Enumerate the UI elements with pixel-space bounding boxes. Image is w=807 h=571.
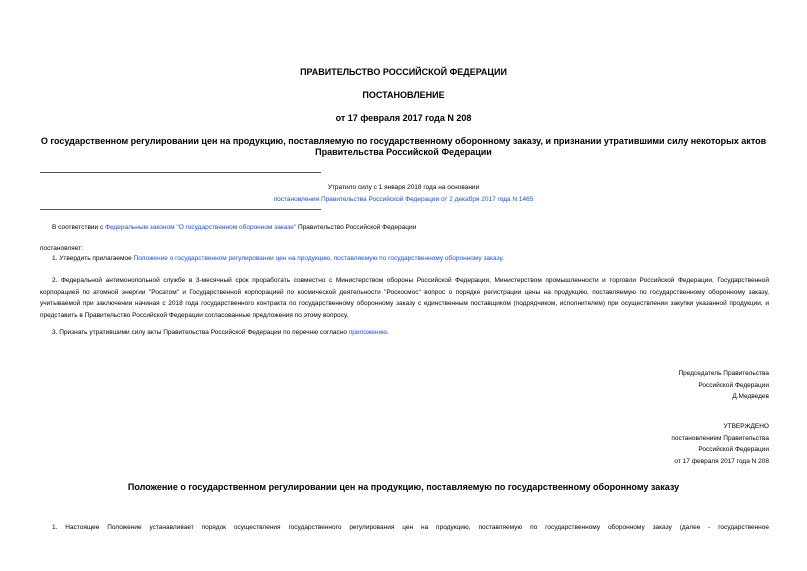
signature-country: Российской Федерации xyxy=(698,381,769,389)
paragraph-3-text-after: . xyxy=(387,329,389,336)
federal-law-link[interactable]: Федеральным законом "О государственном оборонном заказе" xyxy=(105,224,297,231)
paragraph-1-text-after: . xyxy=(502,255,504,262)
preamble-text-after: Правительство Российской Федерации xyxy=(296,224,417,231)
decrees-word: постановляет: xyxy=(40,245,83,252)
regulation-paragraph-1: 1. Настоящее Положение устанавливает порядок осуществления государственного регулирования цен на продукцию, поставляемую по государственному оборонному заказу (далее - государственное xyxy=(52,524,769,531)
signature-name: Д.Медведев xyxy=(732,393,769,400)
paragraph-2: 2. Федеральной антимонопольной службе в 3-месячный срок проработать совместно с Министерством обороны Российской Федерации, Министерством промышленности и торговли Российской Федерации, Государственной корпорацией по атомной энергии "Росатом" и Государственной корпорацией по космической деятельности "Роскосмос" вопрос о порядке регистрации цены на продукцию, поставляемую по государственному оборонному заказу, учитываемой при заключении начиная с 2018 года государственного контракта по государственному оборонному заказу с единственным поставщиком (подрядчиком, исполнителем) при осуществлении закупки указанной продукции, и представить в Правительство Российской Федерации согласованные предложения по этому вопросу. xyxy=(40,277,769,319)
government-heading: ПРАВИТЕЛЬСТВО РОССИЙСКОЙ ФЕДЕРАЦИИ xyxy=(300,67,507,77)
document-title-line2: Правительства Российской Федерации xyxy=(315,147,492,157)
approval-country: Российской Федерации xyxy=(698,446,769,453)
preamble xyxy=(52,222,772,234)
preamble-text-before: В соответствии с xyxy=(52,224,106,231)
approval-stamp xyxy=(500,421,769,467)
paragraph-1-text-before: 1. Утвердить прилагаемое xyxy=(52,255,134,262)
status-note xyxy=(0,182,807,205)
divider-top xyxy=(40,172,321,173)
approval-heading: УТВЕРЖДЕНО xyxy=(723,423,769,430)
status-repeal-link[interactable]: постановления Правительства Российской Федерации от 2 декабря 2017 года N 1465 xyxy=(273,195,534,203)
document-title-line1: О государственном регулировании цен на продукцию, поставляемую по государственному оборонному заказу, и признании утратившими силу некоторых актов xyxy=(40,136,767,146)
appendix-link[interactable]: приложению xyxy=(348,329,387,336)
document-date-number: от 17 февраля 2017 года N 208 xyxy=(335,113,472,123)
paragraph-3-text-before: 3. Признать утратившими силу акты Правительства Российской Федерации по перечню согласно xyxy=(52,329,349,336)
signature-block xyxy=(500,368,769,403)
document-title xyxy=(0,136,807,158)
regulation-title: Положение о государственном регулировании цен на продукцию, поставляемую по государственному оборонному заказу xyxy=(127,482,680,492)
document-type: ПОСТАНОВЛЕНИЕ xyxy=(362,90,445,100)
approval-by: постановлением Правительства xyxy=(671,434,769,442)
approval-date: от 17 февраля 2017 года N 208 xyxy=(674,457,769,465)
divider-bottom xyxy=(40,209,321,210)
regulation-link[interactable]: Положение о государственном регулировании цен на продукцию, поставляемую по государственному оборонному заказу xyxy=(133,255,503,262)
paragraph-3 xyxy=(52,327,772,339)
status-line: Утратило силу с 1 января 2018 года на основании xyxy=(327,184,480,191)
signature-position: Председатель Правительства xyxy=(678,370,769,377)
paragraph-1 xyxy=(52,253,772,265)
